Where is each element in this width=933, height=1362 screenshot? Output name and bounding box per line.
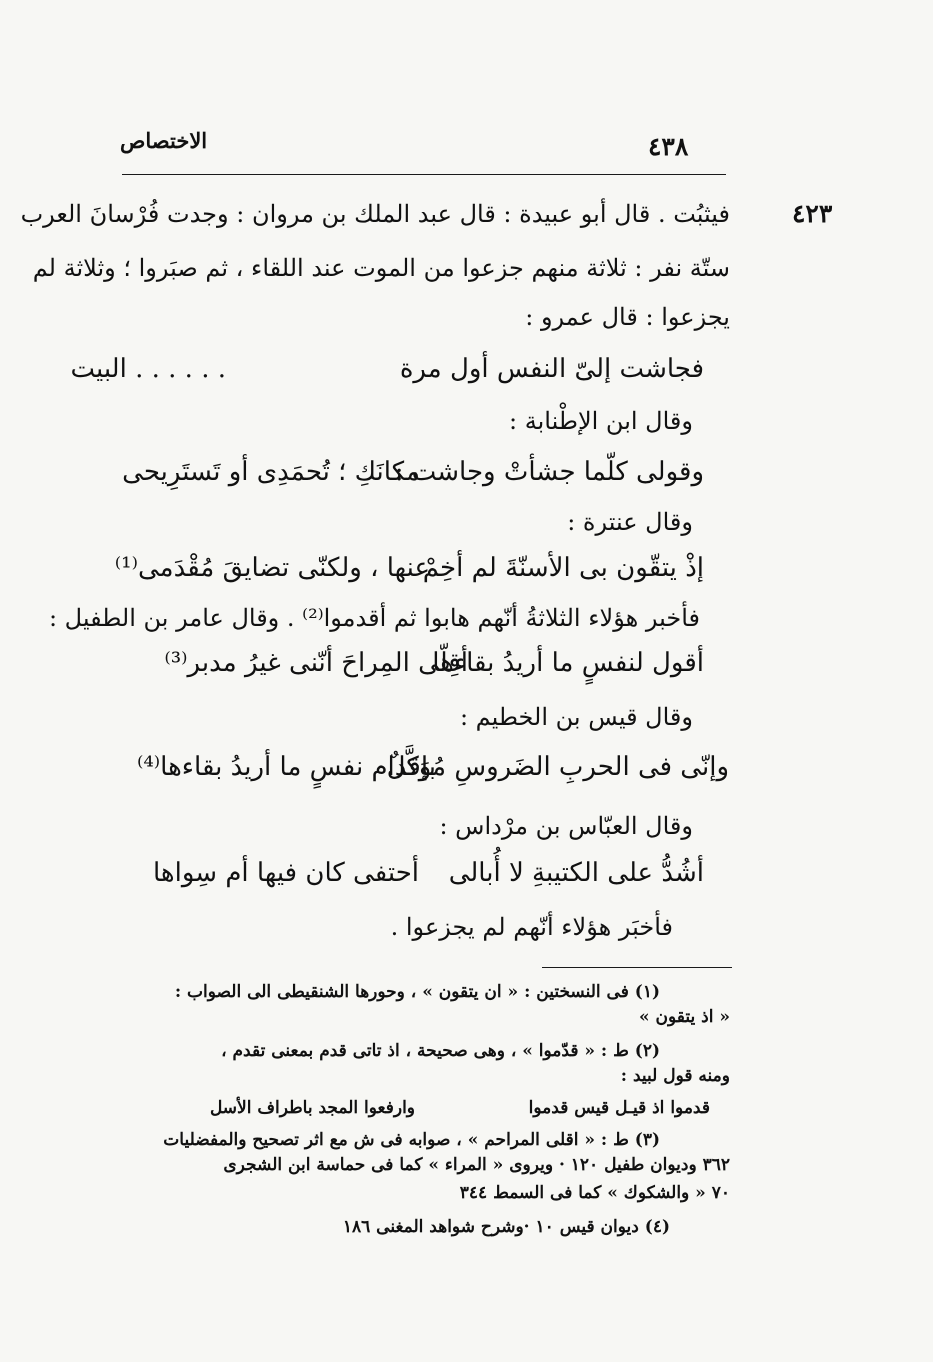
page-number: ٤٣٨ (648, 132, 689, 161)
footnote-rule (542, 967, 732, 968)
verse-second-hemistich: مكانَكِ ؛ تُحمَدِى أو تَستَرِيحى (122, 457, 420, 487)
footnote-line: (٣) ط : « اقلى المراحم » ، صوابه فى ش مع اثر تصحيح والمفضليات (163, 1130, 660, 1150)
verse-second-hemistich: . . . . . . البيت (70, 354, 226, 384)
header-rule (122, 174, 726, 175)
text-line: فأخبَر هؤلاء أنّهم لم يجزعوا . (390, 913, 673, 941)
verse-first-hemistich: فجاشت إلىّ النفس أول مرة (399, 354, 704, 384)
footnote-line: (٤) ديوان قيس ١٠ ·وشرح شواهد المغنى ١٨٦ (342, 1217, 670, 1237)
footnote-line: (٢) ط : « قدّموا » ، وهى صحيحة ، اذ تاتى قدم بمعنى تقدم ، (221, 1041, 660, 1061)
text-line: فيثبُت . قال أبو عبيدة : قال عبد الملك بن مروان : وجدت فُرْسانَ العرب (20, 200, 730, 228)
text-line: فأخبر هؤلاء الثلاثةُ أنّهم هابوا ثم أقدموا⁽²⁾ . وقال عامر بن الطفيل : (48, 604, 700, 632)
text-line: وقال عنترة : (567, 508, 693, 536)
verse-first-hemistich: أشُدُّ على الكتيبةِ لا أُبالى (448, 858, 704, 888)
footnote-line: « اذ يتقون » (638, 1007, 730, 1027)
text-line: يجزعوا : قال عمرو : (525, 303, 730, 331)
margin-number: ٤٢٣ (792, 199, 833, 228)
verse-first-hemistich: أقول لنفسٍ ما أريدُ بقاءها (432, 648, 704, 678)
text-line: وقال العبّاس بن مرْداس : (439, 812, 693, 840)
verse-first-hemistich: وإنّى فى الحربِ الضَروسِ مُوَكَّلٌ (386, 752, 729, 782)
verse-second-hemistich: عنها ، ولكنّى تضايقَ مُقْدَمى⁽¹⁾ (114, 553, 430, 583)
running-title: الاختصاص (120, 128, 208, 153)
footnote-verse-second: وارفعوا المجد باطراف الأسل (209, 1098, 415, 1118)
footnote-verse-first: قدموا اذ قيـل قيس قدموا (528, 1098, 710, 1118)
verse-second-hemistich: أحتفى كان فيها أم سِواها (153, 858, 419, 888)
text-line: ستّة نفر : ثلاثة منهم جزعوا من الموت عند اللقاء ، ثم صبَروا ؛ وثلاثة لم (32, 254, 730, 282)
footnote-line: ومنه قول لبيد : (620, 1066, 730, 1086)
footnote-line: (١) فى النسختين : « ان يتقون » ، وحورها الشنقيطى الى الصواب : (174, 982, 660, 1002)
footnote-line: ٣٦٢ وديوان طفيل ١٢٠ · ويروى « المراء » كما فى حماسة ابن الشجرى (223, 1155, 730, 1175)
verse-first-hemistich: وقولى كلّما جشأتْ وجاشت : (394, 457, 704, 487)
footnote-line: ٧٠ « والشكوك » كما فى السمط ٣٤٤ (459, 1183, 730, 1203)
verse-first-hemistich: إذْ يتقّون بى الأسنّةَ لم أخِمْ (422, 553, 704, 583)
text-line: وقال ابن الإطْنابة : (509, 407, 693, 435)
verse-second-hemistich: بإقدام نفسٍ ما أريدُ بقاءها⁽⁴⁾ (136, 752, 436, 782)
verse-second-hemistich: أقِلّى المِراحَ أنّنى غيرُ مدبر⁽³⁾ (164, 648, 468, 678)
text-line: وقال قيس بن الخطيم : (459, 703, 693, 731)
